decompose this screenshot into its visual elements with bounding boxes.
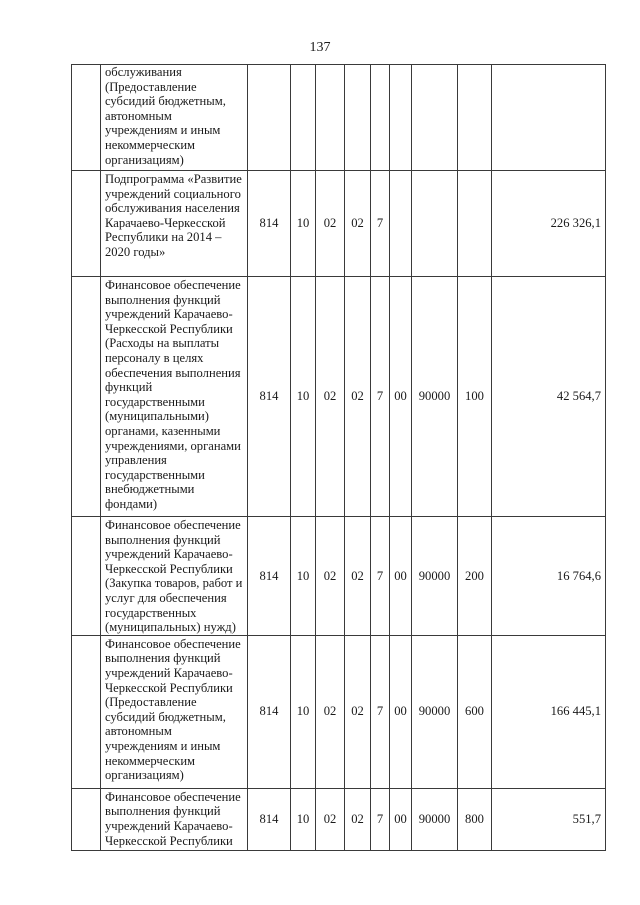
row-number-cell bbox=[72, 277, 101, 517]
description-cell: Финансовое обеспечение выполнения функций учреждений Карачаево-Черкесской Республики (Предоставление субсидий бюджетным, автономным учреждениям и иным некоммерческим организациям) bbox=[101, 635, 248, 788]
program-cell: 02 bbox=[345, 277, 371, 517]
subprogram-cell: 7 bbox=[371, 171, 390, 277]
table-row bbox=[72, 788, 606, 850]
direction-cell: 90000 bbox=[412, 277, 458, 517]
subprogram-cell: 7 bbox=[371, 788, 390, 850]
amount-cell: 226 326,1 bbox=[492, 171, 606, 277]
budget-table bbox=[71, 64, 606, 851]
section-cell: 10 bbox=[291, 788, 316, 850]
program-cell bbox=[345, 65, 371, 171]
table-row bbox=[72, 517, 606, 636]
main-event-cell: 00 bbox=[390, 788, 412, 850]
section-cell: 10 bbox=[291, 635, 316, 788]
section-cell: 10 bbox=[291, 517, 316, 636]
row-number-cell bbox=[72, 788, 101, 850]
description-cell: Финансовое обеспечение выполнения функций учреждений Карачаево-Черкесской Республики (Расходы на выплаты персоналу в целях обеспечения выполнения функций государственными (муниципальными) органами, казенными учреждениями, органами управления государственными внебюджетными фондами) bbox=[101, 277, 248, 517]
direction-cell: 90000 bbox=[412, 517, 458, 636]
section-cell: 10 bbox=[291, 171, 316, 277]
section-cell bbox=[291, 65, 316, 171]
main-event-cell: 00 bbox=[390, 635, 412, 788]
expense-type-cell: 200 bbox=[458, 517, 492, 636]
expense-type-cell: 800 bbox=[458, 788, 492, 850]
program-cell: 02 bbox=[345, 788, 371, 850]
subsection-cell: 02 bbox=[316, 635, 345, 788]
direction-cell: 90000 bbox=[412, 635, 458, 788]
amount-cell: 42 564,7 bbox=[492, 277, 606, 517]
ministry-cell: 814 bbox=[248, 788, 291, 850]
table-row bbox=[72, 635, 606, 788]
row-number-cell bbox=[72, 517, 101, 636]
subsection-cell: 02 bbox=[316, 788, 345, 850]
description-cell: Подпрограмма «Развитие учреждений социального обслуживания населения Карачаево-Черкесской Республики на 2014 – 2020 годы» bbox=[101, 171, 248, 277]
main-event-cell: 00 bbox=[390, 277, 412, 517]
table-row bbox=[72, 171, 606, 277]
subsection-cell bbox=[316, 65, 345, 171]
expense-type-cell: 600 bbox=[458, 635, 492, 788]
expense-type-cell bbox=[458, 65, 492, 171]
page-number: 137 bbox=[309, 40, 331, 55]
main-event-cell bbox=[390, 171, 412, 277]
direction-cell bbox=[412, 171, 458, 277]
amount-cell: 551,7 bbox=[492, 788, 606, 850]
subprogram-cell bbox=[371, 65, 390, 171]
program-cell: 02 bbox=[345, 517, 371, 636]
subprogram-cell: 7 bbox=[371, 277, 390, 517]
description-cell: обслуживания (Предоставление субсидий бюджетным, автономным учреждениям и иным некоммерческим организациям) bbox=[101, 65, 248, 171]
ministry-cell: 814 bbox=[248, 517, 291, 636]
subsection-cell: 02 bbox=[316, 171, 345, 277]
subprogram-cell: 7 bbox=[371, 517, 390, 636]
amount-cell: 16 764,6 bbox=[492, 517, 606, 636]
subprogram-cell: 7 bbox=[371, 635, 390, 788]
expense-type-cell bbox=[458, 171, 492, 277]
ministry-cell: 814 bbox=[248, 277, 291, 517]
amount-cell bbox=[492, 65, 606, 171]
program-cell: 02 bbox=[345, 171, 371, 277]
ministry-cell bbox=[248, 65, 291, 171]
ministry-cell: 814 bbox=[248, 635, 291, 788]
description-cell: Финансовое обеспечение выполнения функций учреждений Карачаево-Черкесской Республики (Закупка товаров, работ и услуг для обеспечения государственных (муниципальных) нужд) bbox=[101, 517, 248, 636]
description-cell: Финансовое обеспечение выполнения функций учреждений Карачаево-Черкесской Республики bbox=[101, 788, 248, 850]
row-number-cell bbox=[72, 65, 101, 171]
direction-cell bbox=[412, 65, 458, 171]
program-cell: 02 bbox=[345, 635, 371, 788]
main-event-cell bbox=[390, 65, 412, 171]
row-number-cell bbox=[72, 635, 101, 788]
table-row bbox=[72, 277, 606, 517]
amount-cell: 166 445,1 bbox=[492, 635, 606, 788]
main-event-cell: 00 bbox=[390, 517, 412, 636]
table-row bbox=[72, 65, 606, 171]
subsection-cell: 02 bbox=[316, 517, 345, 636]
row-number-cell bbox=[72, 171, 101, 277]
expense-type-cell: 100 bbox=[458, 277, 492, 517]
direction-cell: 90000 bbox=[412, 788, 458, 850]
subsection-cell: 02 bbox=[316, 277, 345, 517]
section-cell: 10 bbox=[291, 277, 316, 517]
ministry-cell: 814 bbox=[248, 171, 291, 277]
